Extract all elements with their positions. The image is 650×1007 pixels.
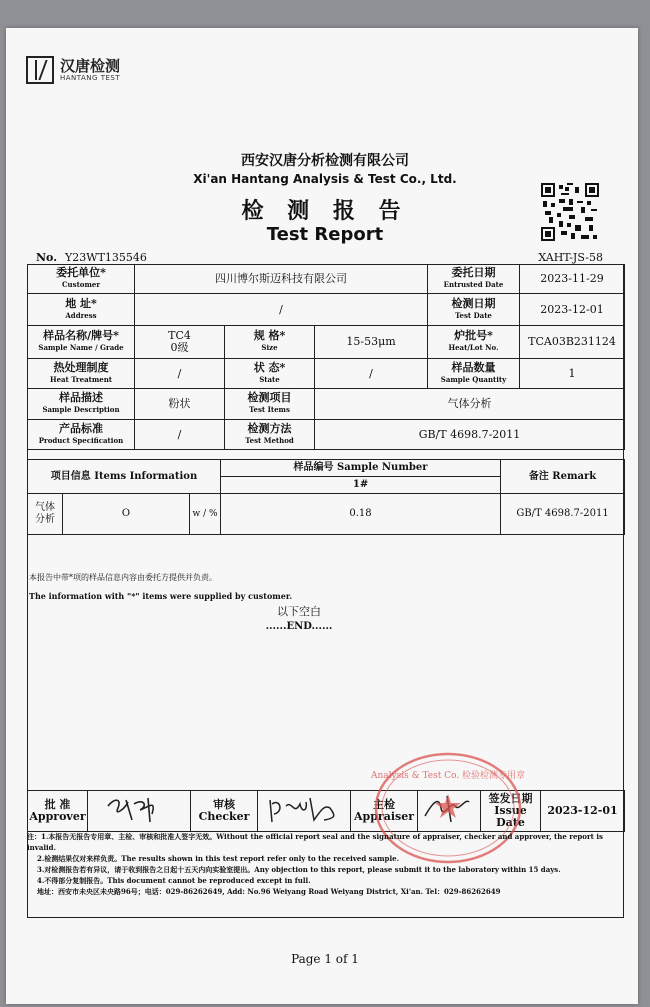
product-spec-value: / (135, 420, 225, 450)
report-notes (27, 831, 624, 897)
note-1: 注：1.本报告无报告专用章、主检、审核和批准人签字无效。Without the official report seal and the signature of appraiser, checker and approver, the report is invalid. (27, 832, 603, 852)
entrusted-date-label: 委托日期 Entrusted Date (428, 265, 520, 294)
entrusted-date-value: 2023-11-29 (520, 265, 625, 294)
note-3: 3.对检测报告若有异议，请于收到报告之日起十五天内向实验室提出。Any objection to this report, please submit it to the laboratory within 15 days. (37, 865, 561, 874)
unit-cell: w / % (190, 494, 221, 535)
signature-table (27, 790, 625, 832)
approver-signature-icon (104, 794, 174, 824)
sample-name-label: 样品名称/牌号* Sample Name / Grade (28, 326, 135, 359)
company-name-cn: 西安汉唐分析检测有限公司 (241, 153, 409, 169)
report-title-cn: 检 测 报 告 (241, 198, 409, 224)
sample-name-value: TC4 0级 (135, 326, 225, 359)
test-method-label: 检测方法 Test Method (225, 420, 315, 450)
approver-signature (88, 791, 191, 832)
checker-signature-icon (264, 792, 344, 826)
issue-date-value: 2023-12-01 (541, 791, 625, 832)
sample-description-value: 粉状 (135, 389, 225, 420)
page-footer: Page 1 of 1 (291, 952, 359, 966)
remark-cell: GB/T 4698.7-2011 (501, 494, 625, 535)
sample-quantity-value: 1 (520, 359, 625, 389)
heat-lot-label: 炉批号* Heat/Lot No. (428, 326, 520, 359)
form-code: XAHT-JS-58 (538, 251, 603, 264)
results-table (27, 459, 625, 535)
customer-label: 委托单位* Customer (28, 265, 135, 294)
test-date-label: 检测日期 Test Date (428, 294, 520, 326)
category-cell: 气体 分析 (28, 494, 63, 535)
test-date-value: 2023-12-01 (520, 294, 625, 326)
issue-date-label: 签发日期 Issue Date (481, 791, 541, 832)
company-logo (26, 56, 120, 84)
customer-value: 四川博尔斯迈科技有限公司 (135, 265, 428, 294)
customer-notice-cn: 本报告中带*项的样品信息内容由委托方提供并负责。 (29, 573, 217, 582)
test-items-value: 气体分析 (315, 389, 625, 420)
report-number-label: No. (36, 251, 58, 264)
sample-number-header: 样品编号 Sample Number (221, 460, 501, 477)
state-label: 状 态* State (225, 359, 315, 389)
note-4: 4.不得部分复制报告。This document cannot be reproduced except in full. (37, 876, 311, 885)
result-value-cell: 0.18 (221, 494, 501, 535)
report-number (36, 251, 147, 264)
test-method-value: GB/T 4698.7-2011 (315, 420, 625, 450)
note-2: 2.检测结果仅对来样负责。The results shown in this test report refer only to the received sample. (37, 854, 400, 863)
appraiser-label: 主检 Appraiser (351, 791, 418, 832)
element-cell: O (63, 494, 190, 535)
checker-signature (258, 791, 351, 832)
size-value: 15-53μm (315, 326, 428, 359)
heat-treatment-value: / (135, 359, 225, 389)
remark-header: 备注 Remark (501, 460, 625, 494)
seal-text: Analysis & Test Co. 检验检测专用章 (371, 771, 525, 781)
sample-quantity-label: 样品数量 Sample Quantity (428, 359, 520, 389)
report-number-value: Y23WT135546 (65, 251, 147, 264)
logo-text-en: HANTANG TEST (60, 74, 121, 82)
heat-lot-value: TCA03B231124 (520, 326, 625, 359)
items-information-header: 项目信息 Items Information (28, 460, 221, 494)
company-name-en: Xi'an Hantang Analysis & Test Co., Ltd. (193, 172, 457, 186)
product-spec-label: 产品标准 Product Specification (28, 420, 135, 450)
checker-label: 审核 Checker (191, 791, 258, 832)
test-items-label: 检测项目 Test Items (225, 389, 315, 420)
address-value: / (135, 294, 428, 326)
heat-treatment-label: 热处理制度 Heat Treatment (28, 359, 135, 389)
logo-text-cn: 汉唐检测 (60, 57, 121, 75)
address-note: 地址：西安市未央区未央路96号；电话：029-86262649, Add: No.96 Weiyang Road Weiyang District, Xi'an. Tel：029-86262649 (37, 887, 501, 896)
qr-code-icon (541, 183, 599, 241)
logo-mark-icon (26, 56, 54, 84)
report-title-en: Test Report (266, 224, 384, 245)
state-value: / (315, 359, 428, 389)
sample-description-label: 样品描述 Sample Description (28, 389, 135, 420)
blank-below-cn: 以下空白 (277, 605, 321, 618)
sample-info-table (27, 264, 625, 450)
end-marker: ......END...... (265, 621, 333, 632)
address-label: 地 址* Address (28, 294, 135, 326)
approver-label: 批 准 Approver (28, 791, 88, 832)
customer-notice-en: The information with "*" items were supplied by customer. (29, 591, 293, 601)
size-label: 规 格* Size (225, 326, 315, 359)
sample-id-header: 1# (221, 477, 501, 494)
